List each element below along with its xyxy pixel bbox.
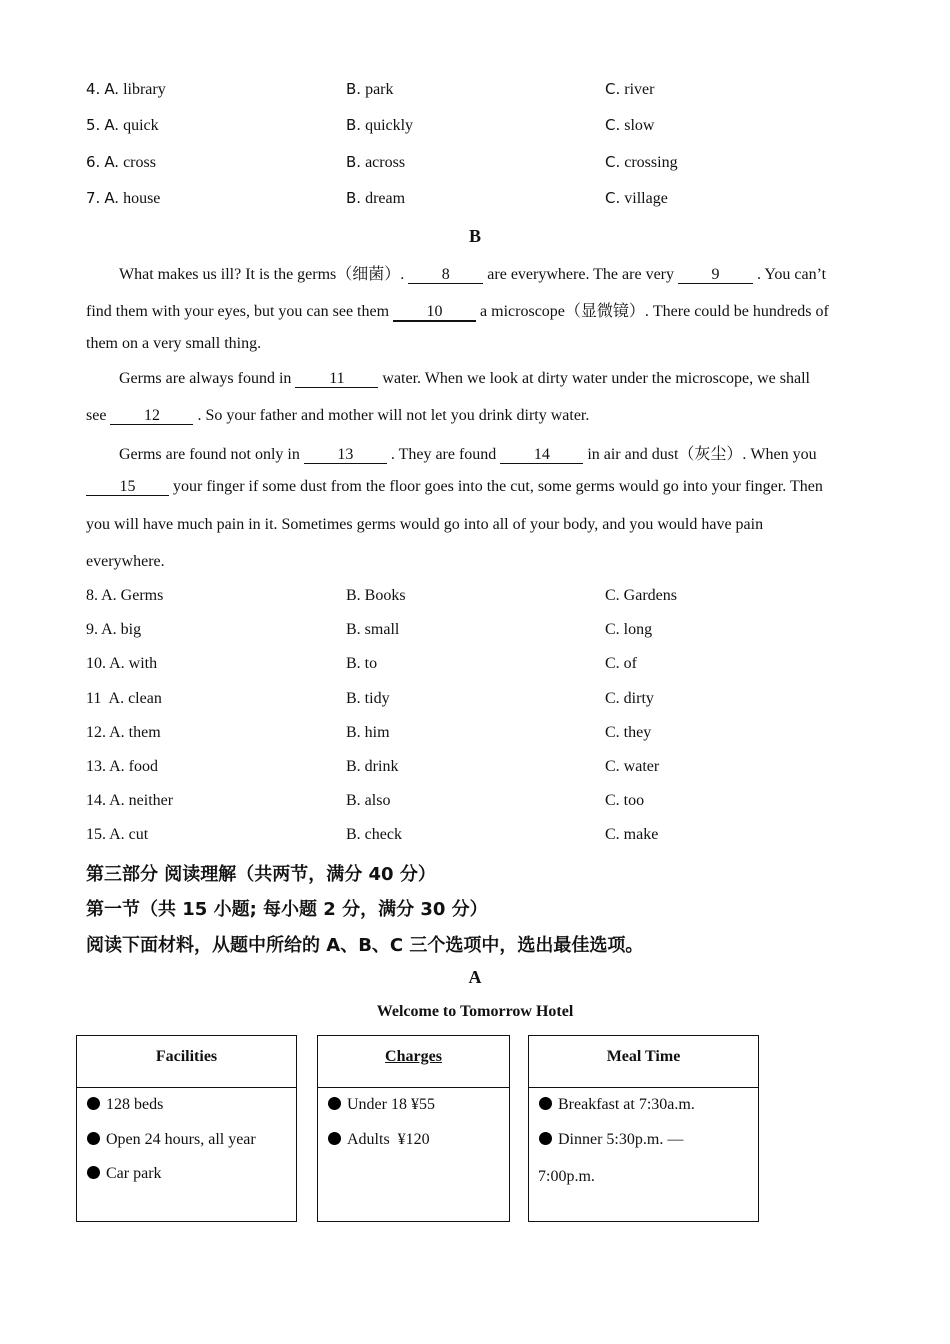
options-row-11 bbox=[86, 690, 876, 714]
option-a: 10. A. with bbox=[86, 655, 158, 672]
facilities-header: Facilities bbox=[77, 1036, 296, 1088]
option-a: 14. A. neither bbox=[86, 792, 174, 809]
option-b: B. to bbox=[346, 655, 378, 672]
options-row-6 bbox=[86, 153, 876, 177]
passage-line: find them with your eyes, but you can see them 10 a microscope（显微镜）. There could be hundreds of bbox=[86, 303, 829, 320]
option-a: 9. A. big bbox=[86, 621, 142, 638]
passage-line: Germs are found not only in 13 . They are found 14 in air and dust（灰尘）. When you bbox=[119, 446, 817, 463]
option-a: 8. A. Germs bbox=[86, 587, 164, 604]
option-c: C. water bbox=[605, 758, 660, 775]
list-item: Car park bbox=[87, 1165, 162, 1183]
option-b: B. drink bbox=[346, 758, 399, 775]
list-item: Dinner 5:30p.m. — bbox=[539, 1131, 683, 1149]
blank-12: 12 bbox=[110, 408, 193, 425]
option-b: B. quickly bbox=[346, 116, 414, 134]
section1-heading: 第一节（共 15 小题; 每小题 2 分，满分 30 分） bbox=[86, 899, 488, 920]
option-c: C. make bbox=[605, 826, 659, 843]
option-b: B. small bbox=[346, 621, 400, 638]
passage-line: you will have much pain in it. Sometimes germs would go into all of your body, and you would have pain bbox=[86, 516, 764, 533]
options-row-13 bbox=[86, 758, 876, 782]
list-item: Under 18 ¥55 bbox=[328, 1096, 435, 1114]
options-row-8 bbox=[86, 587, 876, 611]
option-b: B. tidy bbox=[346, 690, 390, 707]
option-c: C. slow bbox=[605, 116, 655, 134]
blank-14: 14 bbox=[500, 447, 583, 464]
meal-time-box bbox=[528, 1035, 759, 1222]
charges-header: Charges bbox=[318, 1036, 509, 1088]
bullet-icon bbox=[87, 1097, 100, 1110]
blank-10: 10 bbox=[393, 304, 476, 322]
list-item: Adults ¥120 bbox=[328, 1131, 430, 1149]
hotel-title: Welcome to Tomorrow Hotel bbox=[376, 1003, 574, 1020]
option-b: B. across bbox=[346, 153, 406, 171]
blank-13: 13 bbox=[304, 447, 387, 464]
option-c: C. of bbox=[605, 655, 637, 672]
option-b: B. check bbox=[346, 826, 402, 843]
blank-8: 8 bbox=[408, 267, 483, 284]
passage-line: Germs are always found in 11 water. When we look at dirty water under the microscope, we shall bbox=[119, 370, 810, 387]
option-b: B. dream bbox=[346, 189, 406, 207]
bullet-icon bbox=[87, 1166, 100, 1179]
options-row-12 bbox=[86, 724, 876, 748]
section-b-title: B bbox=[468, 226, 481, 246]
options-row-10 bbox=[86, 655, 876, 679]
option-a: 4. A. library bbox=[86, 80, 166, 98]
option-c: C. they bbox=[605, 724, 652, 741]
option-b: B. him bbox=[346, 724, 390, 741]
instruction-heading: 阅读下面材料，从题中所给的 A、B、C 三个选项中，选出最佳选项。 bbox=[86, 935, 644, 956]
meal-continuation: 7:00p.m. bbox=[538, 1168, 595, 1185]
blank-15: 15 bbox=[86, 479, 169, 496]
list-item: Breakfast at 7:30a.m. bbox=[539, 1096, 695, 1114]
option-a: 12. A. them bbox=[86, 724, 161, 741]
passage-line: see 12 . So your father and mother will not let you drink dirty water. bbox=[86, 407, 590, 424]
passage-line: 15 your finger if some dust from the floor goes into the cut, some germs would go into your finger. Then bbox=[86, 478, 866, 496]
option-a: 6. A. cross bbox=[86, 153, 156, 171]
option-c: C. dirty bbox=[605, 690, 654, 707]
bullet-icon bbox=[539, 1132, 552, 1145]
list-item: Open 24 hours, all year bbox=[87, 1131, 256, 1149]
option-c: C. village bbox=[605, 189, 668, 207]
meal-time-header: Meal Time bbox=[529, 1036, 758, 1088]
option-b: B. park bbox=[346, 80, 394, 98]
option-a: 5. A. quick bbox=[86, 116, 159, 134]
part3-heading: 第三部分 阅读理解（共两节，满分 40 分） bbox=[86, 864, 436, 885]
passage-line: What makes us ill? It is the germs（细菌）. 8 are everywhere. The are very 9 . You can’t bbox=[119, 266, 827, 283]
option-b: B. Books bbox=[346, 587, 406, 604]
options-row-5 bbox=[86, 116, 876, 140]
option-a: 15. A. cut bbox=[86, 826, 149, 843]
option-c: C. river bbox=[605, 80, 655, 98]
option-c: C. long bbox=[605, 621, 653, 638]
passage-a-title: A bbox=[468, 967, 482, 987]
option-a: 13. A. food bbox=[86, 758, 158, 775]
list-item: 128 beds bbox=[87, 1096, 163, 1114]
facilities-box bbox=[76, 1035, 297, 1222]
bullet-icon bbox=[87, 1132, 100, 1145]
charges-box bbox=[317, 1035, 510, 1222]
bullet-icon bbox=[539, 1097, 552, 1110]
option-c: C. Gardens bbox=[605, 587, 677, 604]
blank-9: 9 bbox=[678, 267, 753, 284]
options-row-15 bbox=[86, 826, 876, 850]
bullet-icon bbox=[328, 1132, 341, 1145]
options-row-9 bbox=[86, 621, 876, 645]
option-b: B. also bbox=[346, 792, 391, 809]
option-c: C. crossing bbox=[605, 153, 678, 171]
option-c: C. too bbox=[605, 792, 645, 809]
option-a: 11 A. clean bbox=[86, 690, 162, 707]
passage-line: them on a very small thing. bbox=[86, 335, 262, 352]
bullet-icon bbox=[328, 1097, 341, 1110]
options-row-7 bbox=[86, 189, 876, 213]
passage-line: everywhere. bbox=[86, 553, 165, 570]
options-row-14 bbox=[86, 792, 876, 816]
option-a: 7. A. house bbox=[86, 189, 161, 207]
blank-11: 11 bbox=[295, 371, 378, 388]
options-row-4 bbox=[86, 80, 876, 104]
